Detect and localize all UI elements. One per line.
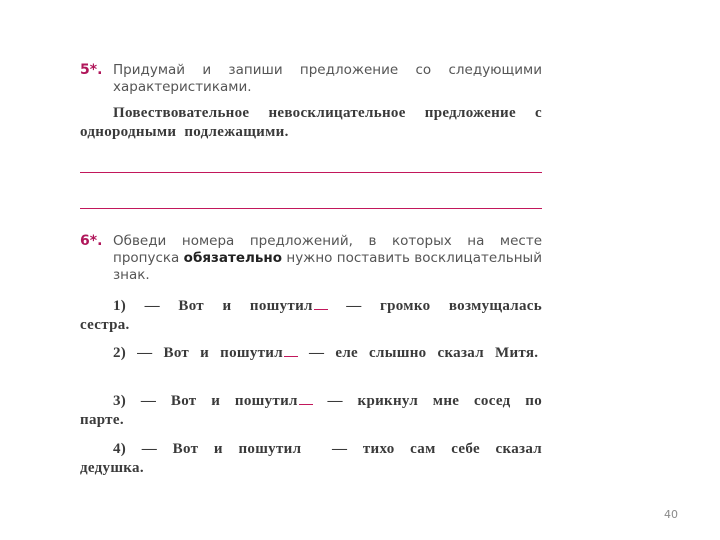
sentence-3[interactable]: [80, 392, 542, 430]
sentence-1[interactable]: [80, 297, 542, 335]
sentence-2[interactable]: [80, 344, 542, 363]
answer-line-1[interactable]: [80, 172, 542, 173]
blank-gap[interactable]: [314, 297, 328, 310]
sentence-end: — тихо сам себе сказал дедушка.: [80, 441, 542, 476]
sentence-start: — Вот и пошутил: [126, 345, 283, 361]
answer-line-2[interactable]: [80, 208, 542, 209]
task-5-number: 5*.: [80, 62, 103, 78]
sentence-start: — Вот и пошутил: [126, 441, 302, 457]
sentence-end: — крикнул мне сосед по парте.: [80, 393, 543, 428]
sentence-number[interactable]: 4): [113, 441, 127, 457]
task-5-characteristics: Повествовательное невосклицательное предложение с однородными подлежащими.: [80, 105, 542, 140]
sentence-end: — громко возмущалась сестра.: [80, 298, 542, 333]
page-number: 40: [664, 508, 678, 521]
task-5-instruction: Придумай и запиши предложение со следующими характеристиками.: [113, 62, 542, 95]
task-6-instruction-end: нужно поставить восклицательный знак.: [113, 250, 542, 283]
task-6-instruction-start: Обведи номера предложений, в которых на месте пропуска: [113, 233, 542, 266]
task-6-instruction: [113, 233, 542, 284]
sentence-start: — Вот и пошутил: [126, 393, 298, 409]
sentence-end: — еле слышно сказал Митя.: [297, 345, 539, 361]
sentence-start: — Вот и пошутил: [126, 298, 313, 314]
blank-gap[interactable]: [299, 392, 313, 405]
sentence-4[interactable]: [80, 440, 542, 478]
task-6-instruction-emphasis: обязательно: [183, 250, 283, 266]
sentence-number[interactable]: 1): [113, 298, 127, 314]
sentence-number[interactable]: 2): [113, 345, 127, 361]
blank-gap[interactable]: [302, 440, 316, 453]
task-6-number: 6*.: [80, 233, 103, 249]
sentence-number[interactable]: 3): [113, 393, 127, 409]
blank-gap[interactable]: [284, 344, 298, 357]
